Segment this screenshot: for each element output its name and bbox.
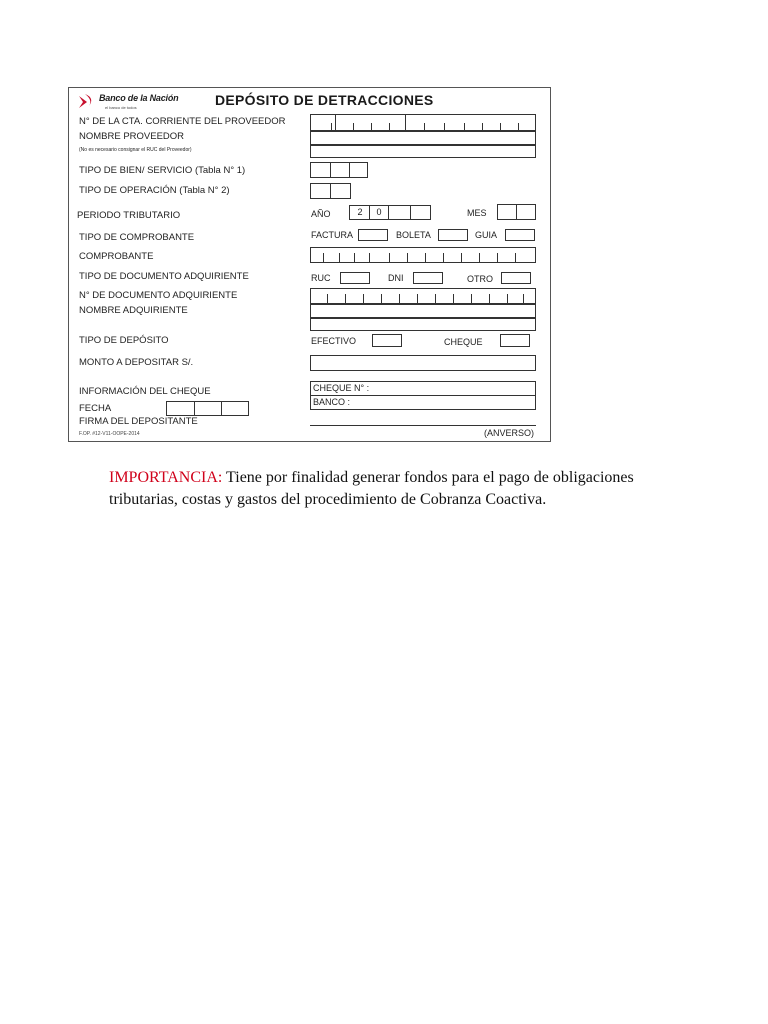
comprobante-field[interactable] <box>310 247 536 263</box>
importancia-keyword: IMPORTANCIA: <box>109 469 223 486</box>
label-monto: MONTO A DEPOSITAR S/. <box>79 357 194 368</box>
bank-name: Banco de la Nación <box>99 93 179 103</box>
label-factura: FACTURA <box>311 230 354 240</box>
dni-checkbox[interactable] <box>413 272 443 284</box>
form-code: F.OP. #12-V11-OOPE-2014 <box>79 431 140 437</box>
importancia-text: Tiene por finalidad generar fondos para el pago de obligaciones tributarias, costas y gastos del procedimiento de Cobranza Coactiva. <box>109 469 634 508</box>
label-cta-corriente: N° DE LA CTA. CORRIENTE DEL PROVEEDOR <box>79 116 286 127</box>
monto-field[interactable] <box>310 355 536 371</box>
label-cheque: CHEQUE <box>444 337 483 347</box>
form-title: DEPÓSITO DE DETRACCIONES <box>215 92 434 108</box>
nombre-proveedor-field[interactable] <box>310 131 536 145</box>
label-nombre-proveedor: NOMBRE PROVEEDOR <box>79 131 185 142</box>
banco-field[interactable] <box>310 395 536 410</box>
boleta-checkbox[interactable] <box>438 229 468 241</box>
tipo-bien-field[interactable] <box>310 162 368 178</box>
label-mes: MES <box>467 208 487 218</box>
label-guia: GUIA <box>475 230 498 240</box>
label-tipo-bien: TIPO DE BIEN/ SERVICIO (Tabla N° 1) <box>79 165 246 176</box>
importancia-paragraph <box>109 467 669 511</box>
label-num-doc-adquiriente: N° DE DOCUMENTO ADQUIRIENTE <box>79 290 238 301</box>
ruc-checkbox[interactable] <box>340 272 370 284</box>
label-anio: AÑO <box>311 209 331 219</box>
mes-field[interactable] <box>497 204 536 220</box>
label-dni: DNI <box>388 273 404 283</box>
nombre-proveedor-field-2[interactable] <box>310 145 536 158</box>
anio-digit-1: 2 <box>357 207 363 217</box>
label-tipo-comprobante: TIPO DE COMPROBANTE <box>79 232 195 243</box>
label-fecha: FECHA <box>79 403 112 414</box>
nombre-adquiriente-field-2[interactable] <box>310 318 536 331</box>
tipo-operacion-field[interactable] <box>310 183 351 199</box>
bank-logo <box>77 92 187 114</box>
label-nombre-adquiriente: NOMBRE ADQUIRIENTE <box>79 305 188 316</box>
label-cheque-numero: CHEQUE N° : <box>313 383 370 393</box>
bank-logo-icon <box>77 92 99 112</box>
num-doc-adquiriente-field[interactable] <box>310 288 536 304</box>
deposit-form <box>68 87 551 442</box>
label-banco: BANCO : <box>313 397 351 407</box>
label-comprobante: COMPROBANTE <box>79 251 154 262</box>
label-info-cheque: INFORMACIÓN DEL CHEQUE <box>79 386 211 397</box>
bank-tagline: el banco de todos <box>105 105 137 110</box>
fecha-field[interactable] <box>166 401 249 416</box>
label-efectivo: EFECTIVO <box>311 336 357 346</box>
anio-field[interactable] <box>349 205 431 220</box>
guia-checkbox[interactable] <box>505 229 535 241</box>
label-nota-ruc: (No es necesario consignar el RUC del Proveedor) <box>79 147 192 153</box>
label-tipo-operacion: TIPO DE OPERACIÓN (Tabla N° 2) <box>79 185 230 196</box>
efectivo-checkbox[interactable] <box>372 334 402 347</box>
firma-line <box>310 425 536 426</box>
label-tipo-deposito: TIPO DE DEPÓSITO <box>79 335 169 346</box>
cheque-checkbox[interactable] <box>500 334 530 347</box>
label-tipo-doc-adquiriente: TIPO DE DOCUMENTO ADQUIRIENTE <box>79 271 249 282</box>
label-ruc: RUC <box>311 273 331 283</box>
otro-checkbox[interactable] <box>501 272 531 284</box>
cta-corriente-field[interactable] <box>310 114 536 131</box>
cheque-numero-field[interactable] <box>310 381 536 396</box>
anverso-label: (ANVERSO) <box>484 428 535 438</box>
label-periodo: PERIODO TRIBUTARIO <box>77 210 181 221</box>
label-firma: FIRMA DEL DEPOSITANTE <box>79 416 198 427</box>
factura-checkbox[interactable] <box>358 229 388 241</box>
label-otro: OTRO <box>467 274 493 284</box>
nombre-adquiriente-field[interactable] <box>310 304 536 318</box>
label-boleta: BOLETA <box>396 230 431 240</box>
anio-digit-2: 0 <box>376 207 382 217</box>
